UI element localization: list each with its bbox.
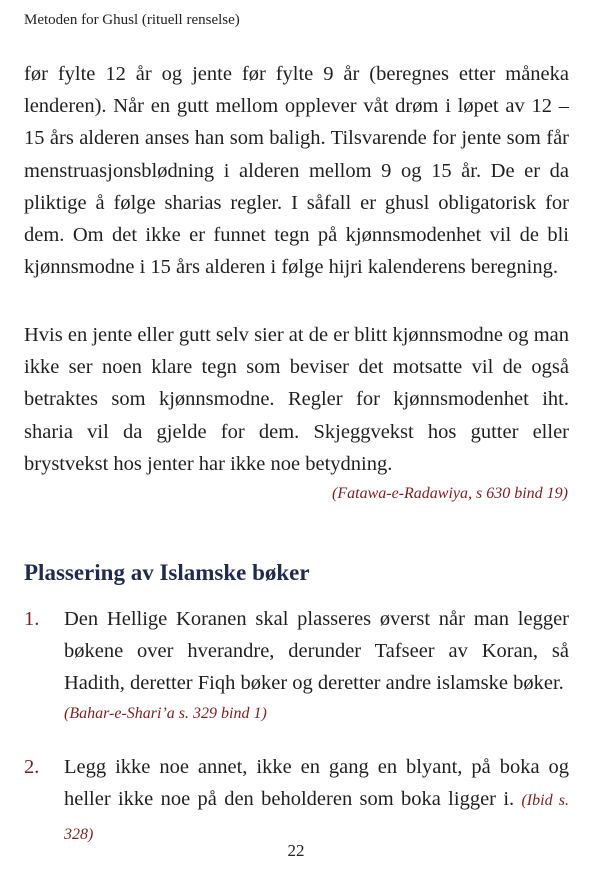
running-header: Metoden for Ghusl (rituell renselse) <box>24 12 240 28</box>
list-item-number: 1. <box>24 608 40 630</box>
list-item-citation: (Bahar-e-Shari’a s. 329 bind 1) <box>64 704 267 722</box>
list-item-number: 2. <box>24 756 40 778</box>
body-paragraph-2: Hvis en jente eller gutt selv sier at de er blitt kjønnsmodne og man ikke ser noen klare tegn som beviser det motsatte vil de også betraktes som kjønnsmodne. Regler for kjønnsmodenhet iht. sharia vil da gjelde for dem. Skjeggvekst hos gutter eller brystvekst hos jenter har ikke noe betydning. <box>24 324 569 475</box>
list-item-text: Legg ikke noe annet, ikke en gang en blyant, på boka og heller ikke noe på den beholderen som boka ligger i. <box>64 756 569 811</box>
body-paragraph-1: før fylte 12 år og jente før fylte 9 år (beregnes etter måneka lenderen). Når en gutt mellom opplever våt drøm i løpet av 12 – 15 års alderen anses han som baligh. Tilsvarende for jente som får menstruasjonsblødning i alderen mellom 9 og 15 år. De er da pliktige å følge sharias regler. I såfall er ghusl obligatorisk for dem. Om det ikke er funnet tegn på kjønnsmodenhet vil de bli kjønnsmodne i 15 års alderen i følge hijri kalenderens beregning. <box>24 63 569 279</box>
page-number: 22 <box>287 841 305 860</box>
section-heading: Plassering av Islamske bøker <box>24 560 310 585</box>
list-item-body <box>64 751 569 852</box>
list-item-text: Den Hellige Koranen skal plasseres øverst når man legger bøkene over hverandre, derunder Tafseer av Koran, så Hadith, deretter Fiqh bøker og deretter andre islamske bøker. <box>64 608 569 695</box>
list-item-body <box>64 603 569 726</box>
citation-fatawa: (Fatawa-e-Radawiya, s 630 bind 19) <box>332 485 568 502</box>
list-item-citation: (Ibid s. 328) <box>64 792 569 844</box>
